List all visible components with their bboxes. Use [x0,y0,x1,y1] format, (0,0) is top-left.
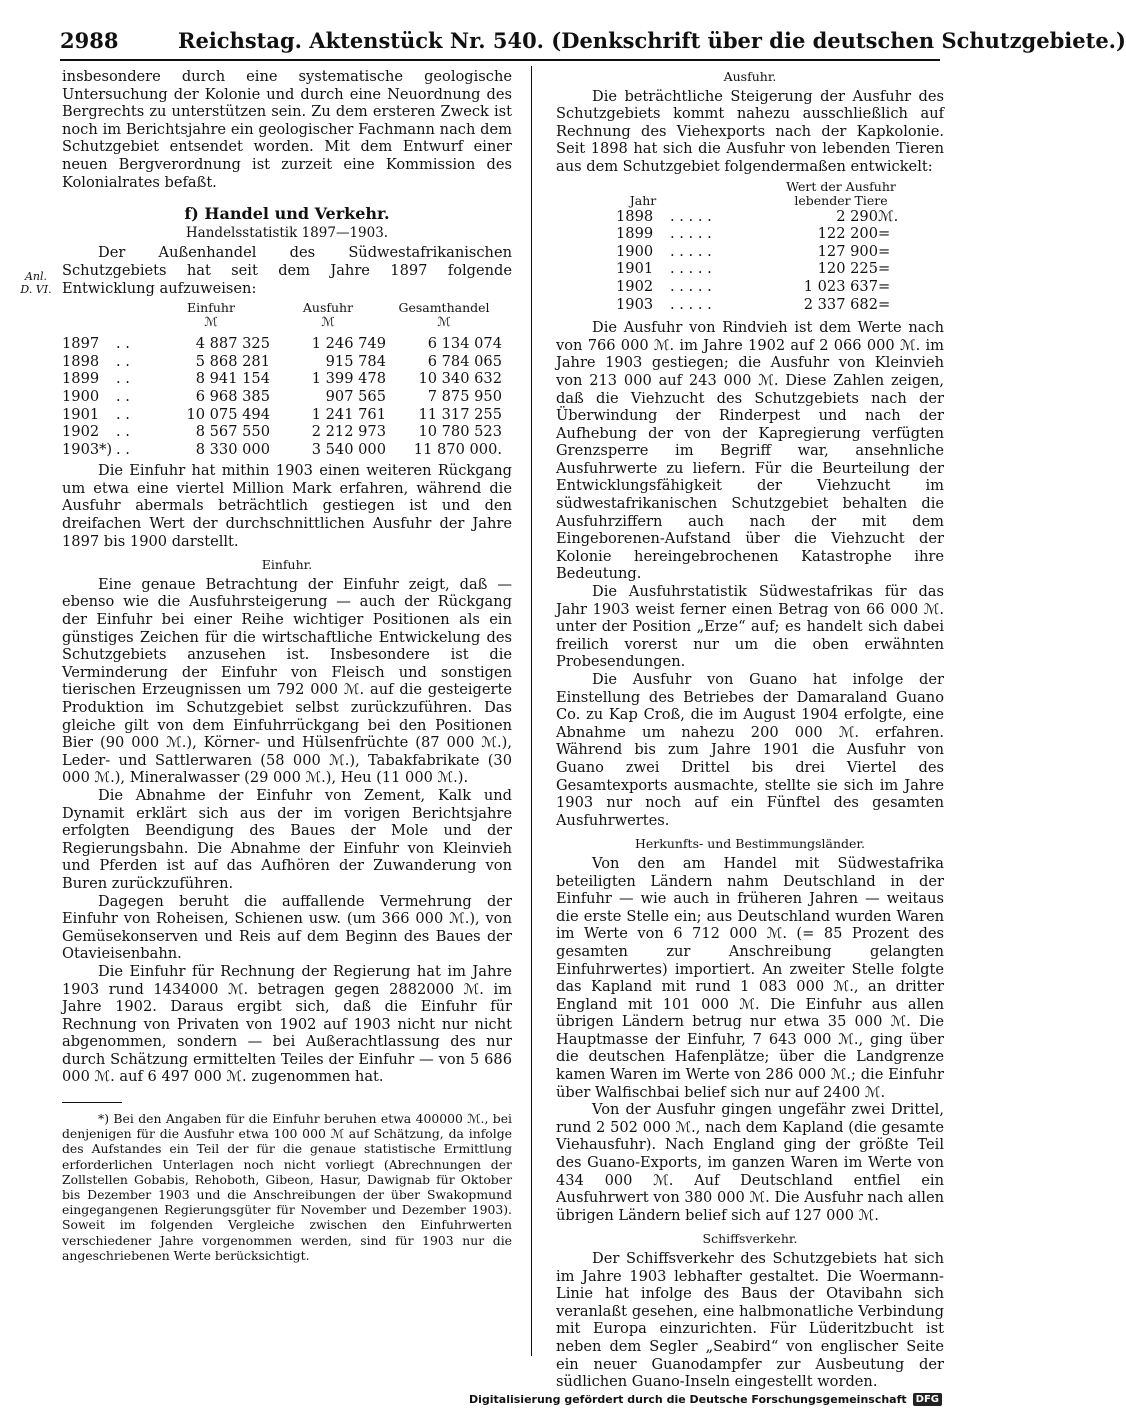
year-cell: 1899 [62,370,100,388]
table-row [62,423,502,441]
column-divider [531,66,532,1356]
col-header-ausfuhr: Ausfuhr [302,300,354,316]
einfuhr-cell: 8 567 550 [195,423,270,441]
leader-dots: . . [116,387,130,405]
table-row [62,441,502,459]
value-cell: 1 023 637 [803,277,878,295]
col-header-wert: Wert der Ausfuhr lebender Tiere [786,178,896,208]
digitization-credit-text: Digitalisierung gefördert durch die Deutsche Forschungsgemeinschaft [468,1393,907,1406]
gesamt-cell: 11 870 000. [413,440,502,458]
paragraph-ausfuhr-4: Die Ausfuhr von Guano hat infolge der Einstellung des Betriebes der Damaraland Guano Co. zu Kap Croß, die im August 1904 erfolgte, eine Abnahme um nahezu 200 000 ℳ. erfahren. Während bis zum Jahre 1901 die Ausfuhr von Guano zwei Drittel bis drei Viertel des Gesamtexports ausmachte, stellte sie sich im Jahre 1903 nur noch auf ein Fünftel des gesamten Ausfuhrwertes. [556,671,944,829]
livestock-table [616,180,916,314]
unit-einfuhr: ℳ [204,314,218,330]
einfuhr-cell: 5 868 281 [195,352,270,370]
table-row [616,243,916,261]
paragraph-ausfuhr-2: Die Ausfuhr von Rindvieh ist dem Werte nach von 766 000 ℳ. im Jahre 1902 auf 2 066 000 ℳ. im Jahre 1903 gestiegen; die Ausfuhr von Kleinvieh von 213 000 auf 243 000 ℳ. Diese Zahlen zeigen, daß die Viehzucht des Schutzgebiets nach der Überwindung der Rinderpest und nach der Aufhebung der von der Kapregierung verfügten Grenzsperre im Begriff war, ansehnliche Ausfuhrwerte zu liefern. Für die Beurteilung der Entwicklungsfähigkeit der Viehzucht im südwestafrikanischen Schutzgebiet behalten die Ausfuhrziffern auch nach der mit dem Eingeborenen-Aufstand über die Viehzucht der Kolonie hereingebrochenen Katastrophe ihre Bedeutung. [556,319,944,583]
leader-dots: . . . . . [670,260,712,278]
heading-schiffsverkehr: Schiffsverkehr. [702,1231,798,1247]
table-row [616,208,916,226]
leader-dots: . . . . . [670,295,712,313]
table-row [616,278,916,296]
gesamt-cell: 6 784 065 [427,352,502,370]
footnote: *) Bei den Angaben für die Einfuhr beruhen etwa 400000 ℳ., bei denjenigen für die Ausfuhr etwa 100 000 ℳ auf Schätzung, da infolge des Aufstandes ein Teil der für die genaue statistische Ermittlung erforderlichen Unterlagen noch nicht vorliegt (Abrechnungen der Zollstellen Gobabis, Rehoboth, Gibeon, Hasur, Dawignab für Oktober bis Dezember 1903 und die Anschreibungen der über Swakopmund eingegangenen Regierungsgüter für November und Dezember 1903). Soweit im folgenden Vergleiche zwischen den Einfuhrwerten verschiedener Jahre vorgenommen werden, sind für 1903 nur die angeschriebenen Werte berücksichtigt. [62,1111,512,1263]
ausfuhr-cell: 907 565 [325,387,386,405]
year-cell: 1897 [62,335,100,353]
left-column [62,68,512,1263]
table-row [616,296,916,314]
right-column [556,68,944,1391]
einfuhr-cell: 8 941 154 [195,370,270,388]
paragraph-einfuhr-summary: Die Einfuhr hat mithin 1903 einen weiteren Rückgang um etwa eine viertel Million Mark erfahren, während die Ausfuhr abermals beträchtlich gestiegen ist und den dreifachen Wert der durchschnittlichen Ausfuhr der Jahre 1897 bis 1900 darstellt. [62,462,512,550]
table-row [62,406,502,424]
paragraph-intro: insbesondere durch eine systematische geologische Untersuchung der Kolonie und durch eine Neuordnung des Bergrechts zu unterstützen sein. Zu dem ersteren Zweck ist noch im Berichtsjahre ein geologischer Fachmann nach dem Schutzgebiet entsendet worden. Mit dem Entwurf einer neuen Bergverordnung ist zurzeit eine Kommission des Kolonialrates befaßt. [62,68,512,191]
gesamt-cell: 6 134 074 [427,335,502,353]
unit-gesamthandel: ℳ [437,314,451,330]
ausfuhr-cell: 2 212 973 [311,423,386,441]
paragraph-herkunft-2: Von der Ausfuhr gingen ungefähr zwei Drittel, rund 2 502 000 ℳ., nach dem Kapland (die gesamte Viehausfuhr). Nach England ging der größte Teil des Guano-Exports, im ganzen Waren im Werte von 434 000 ℳ. Auf Deutschland entfiel ein Ausfuhrwert von 380 000 ℳ. Die Ausfuhr nach allen übrigen Ländern belief sich auf 127 000 ℳ. [556,1101,944,1224]
col-header-einfuhr: Einfuhr [187,300,235,316]
trade-table [62,301,502,458]
year-cell: 1903 [616,295,654,313]
year-cell: 1902 [62,423,100,441]
ausfuhr-cell: 1 246 749 [311,335,386,353]
paragraph-einfuhr-1: Eine genaue Betrachtung der Einfuhr zeigt, daß — ebenso wie die Ausfuhrsteigerung — auch der Rückgang der Einfuhr bei einer Reihe wichtiger Positionen als ein günstiges Zeichen für die wirtschaftliche Entwickelung des Schutzgebiets anzusehen ist. Insbesondere ist die Verminderung der Einfuhr von Fleisch und sonstigen tierischen Erzeugnissen um 792 000 ℳ. auf die gesteigerte Produktion im Schutzgebiet selbst zurückzuführen. Das gleiche gilt von dem Einfuhrrückgang bei den Positionen Bier (90 000 ℳ.), Körner- und Hülsenfrüchte (87 000 ℳ.), Leder- und Sattlerwaren (58 000 ℳ.), Tabakfabrikate (30 000 ℳ.), Mineralwasser (29 000 ℳ.), Heu (11 000 ℳ.). [62,575,512,787]
unit-cell: = [878,242,891,260]
dfg-logo-icon: DFG [913,1393,942,1406]
value-cell: 127 900 [817,242,878,260]
year-cell: 1900 [62,387,100,405]
ausfuhr-cell: 1 399 478 [311,370,386,388]
col-header-gesamthandel: Gesamthandel [398,300,490,316]
heading-einfuhr: Einfuhr. [261,557,313,573]
einfuhr-cell: 8 330 000 [195,440,270,458]
year-cell: 1899 [616,225,654,243]
leader-dots: . . [116,370,130,388]
leader-dots: . . . . . [670,277,712,295]
digitization-credit [469,1393,942,1406]
table-row [616,260,916,278]
page-header [60,26,1126,56]
year-cell: 1898 [62,352,100,370]
leader-dots: . . [116,423,130,441]
col-header-jahr: Jahr [629,192,657,208]
table-row [62,370,502,388]
unit-cell: ℳ. [878,207,899,225]
leader-dots: . . [116,352,130,370]
margin-note-line-1: Anl. [24,270,48,283]
page-header-title: Reichstag. Aktenstück Nr. 540. (Denkschrift über die deutschen Schutzgebiete.) [178,28,1126,53]
paragraph-ausfuhr-1: Die beträchtliche Steigerung der Ausfuhr des Schutzgebiets kommt nahezu ausschließlich auf Rechnung des Viehexports nach der Kapkolonie. Seit 1898 hat sich die Ausfuhr von lebenden Tieren aus dem Schutzgebiet folgendermaßen entwickelt: [556,87,944,175]
gesamt-cell: 10 780 523 [418,423,502,441]
paragraph-einfuhr-3: Dagegen beruht die auffallende Vermehrung der Einfuhr von Roheisen, Schienen usw. (um 366 000 ℳ.), von Gemüsekonserven und Reis auf dem Beginn des Baues der Otavieisenbahn. [62,892,512,963]
gesamt-cell: 11 317 255 [418,405,502,423]
table-row [62,388,502,406]
footnote-rule [62,1102,122,1103]
gesamt-cell: 10 340 632 [418,370,502,388]
ausfuhr-cell: 3 540 000 [311,440,386,458]
subheading-trade-statistics: Handelsstatistik 1897—1903. [185,224,389,241]
margin-note-line-2: D. VI. [20,283,52,296]
leader-dots: . . . . . [670,225,712,243]
heading-herkunft: Herkunfts- und Bestimmungsländer. [634,836,865,852]
gesamt-cell: 7 875 950 [427,387,502,405]
unit-cell: = [878,225,891,243]
unit-cell: = [878,295,891,313]
trade-table-units [62,315,502,329]
value-cell: 2 290 [836,207,878,225]
year-cell: 1900 [616,242,654,260]
year-cell: 1901 [62,405,100,423]
livestock-table-header [616,180,916,208]
ausfuhr-cell: 915 784 [325,352,386,370]
trade-table-header [62,301,502,315]
table-row [616,225,916,243]
leader-dots: . . . . . [670,207,712,225]
paragraph-einfuhr-4: Die Einfuhr für Rechnung der Regierung hat im Jahre 1903 rund 1434000 ℳ. betragen gegen 2882000 ℳ. im Jahre 1902. Daraus ergibt sich, daß die Einfuhr für Rechnung von Privaten von 1902 auf 1903 nicht nur nicht abgenommen, sondern — bei Außerachtlassung des nur durch Schätzung ermittelten Teiles der Einfuhr — von 5 686 000 ℳ. auf 6 497 000 ℳ. zugenommen hat. [62,962,512,1086]
year-cell: 1898 [616,207,654,225]
leader-dots: . . [116,440,130,458]
paragraph-trade-intro: Der Außenhandel des Südwestafrikanischen Schutzgebiets hat seit dem Jahre 1897 folgende Entwicklung aufzuweisen: [62,244,512,297]
unit-ausfuhr: ℳ [321,314,335,330]
value-cell: 120 225 [817,260,878,278]
unit-cell: = [878,277,891,295]
einfuhr-cell: 4 887 325 [195,335,270,353]
leader-dots: . . . . . [670,242,712,260]
year-cell: 1902 [616,277,654,295]
paragraph-einfuhr-2: Die Abnahme der Einfuhr von Zement, Kalk und Dynamit erklärt sich aus der im vorigen Berichtsjahre erfolgten Beendigung des Baues der Mole und der Regierungsbahn. Die Abnahme der Einfuhr von Kleinvieh und Pferden ist auf das Aufhören der Zuwanderung von Buren zurückzuführen. [62,786,512,892]
value-cell: 122 200 [817,225,878,243]
year-cell: 1903*) [62,440,113,458]
page-number: 2988 [60,28,119,53]
heading-ausfuhr: Ausfuhr. [723,69,777,84]
leader-dots: . . [116,405,130,423]
leader-dots: . . [116,335,130,353]
einfuhr-cell: 6 968 385 [195,387,270,405]
section-heading-trade: f) Handel und Verkehr. [184,204,390,224]
paragraph-ausfuhr-3: Die Ausfuhrstatistik Südwestafrikas für das Jahr 1903 weist ferner einen Betrag von 66 000 ℳ. unter der Position „Erze“ auf; es handelt sich dabei freilich vorerst nur um die oben erwähnten Probesendungen. [556,583,944,671]
header-rule [60,59,940,61]
table-row [62,335,502,353]
value-cell: 2 337 682 [803,295,878,313]
paragraph-herkunft-1: Von den am Handel mit Südwestafrika beteiligten Ländern nahm Deutschland in der Einfuhr — wie auch in früheren Jahren — weitaus die erste Stelle ein; aus Deutschland wurden Waren im Werte von 6 712 000 ℳ. (= 85 Prozent des gesamten zur Anschreibung gelangten Einfuhrwertes) importiert. An zweiter Stelle folgte das Kapland mit rund 1 083 000 ℳ., an dritter England mit 101 000 ℳ. Die Einfuhr aus allen übrigen Ländern betrug nur etwa 35 000 ℳ. Die Hauptmasse der Einfuhr, 7 643 000 ℳ., ging über die deutschen Hafenplätze; über die Landgrenze kamen Waren im Werte von 286 000 ℳ.; die Einfuhr über Walfischbai belief sich nur auf 2400 ℳ. [556,854,944,1101]
einfuhr-cell: 10 075 494 [186,405,270,423]
paragraph-schiffsverkehr: Der Schiffsverkehr des Schutzgebiets hat sich im Jahre 1903 lebhafter gestaltet. Die Woermann-Linie hat infolge des Baus der Otavibahn sich veranlaßt gesehen, eine halbmonatliche Verbindung mit Europa einzurichten. Für Lüderitzbucht ist neben dem Segler „Seabird“ von englischer Seite ein neuer Guanodampfer zur Ausbeutung der südlichen Guano-Inseln eingestellt worden. [556,1250,944,1391]
year-cell: 1901 [616,260,654,278]
ausfuhr-cell: 1 241 761 [311,405,386,423]
table-row [62,353,502,371]
unit-cell: = [878,260,891,278]
margin-note [14,270,58,296]
